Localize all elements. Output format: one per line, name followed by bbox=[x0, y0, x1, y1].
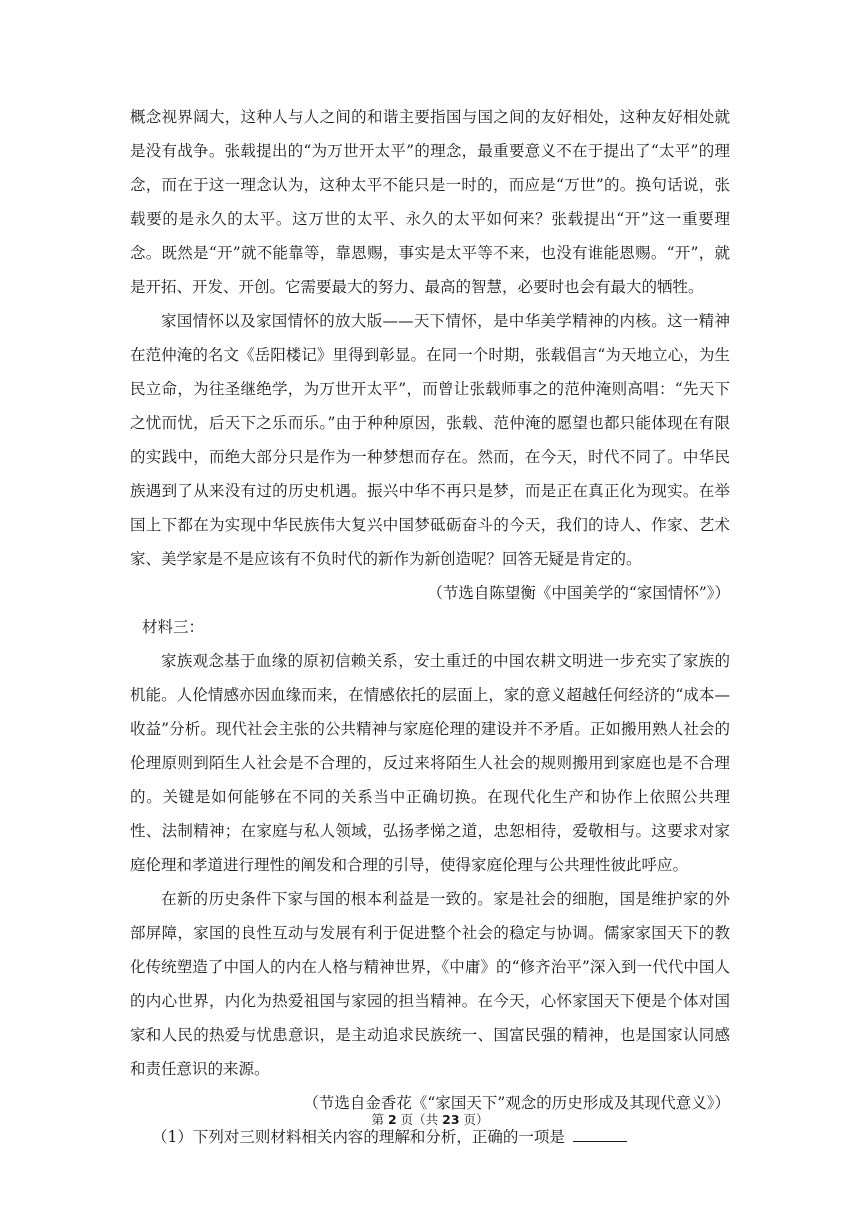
paragraph-continuation: 概念视界阔大，这种人与人之间的和谐主要指国与国之间的友好相处，这种友好相处就是没有战争。张载提出的“为万世开太平”的理念，最重要意义不在于提出了“太平”的理念，而在于这一理念认为，这种太平不能只是一时的，而应是“万世”的。换句话说，张载要的是永久的太平。这万世的太平、永久的太平如何来？张载提出“开”这一重要理念。既然是“开”就不能靠等，靠恩赐，事实是太平等不来，也没有谁能恩赐。“开”，就是开拓、开发、开创。它需要最大的努力、最高的智慧，必要时也会有最大的牺牲。 bbox=[130, 108, 730, 296]
paragraph-family-nation-feelings: 家国情怀以及家国情怀的放大版——天下情怀，是中华美学精神的内核。这一精神在范仲淹的名文《岳阳楼记》里得到彰显。在同一个时期，张载倡言“为天地立心，为生民立命，为往圣继绝学，为万世开太平”，而曾让张载师事之的范仲淹则高唱：“先天下之忧而忧，后天下之乐而乐。”由于种种原因，张载、范仲淹的愿望也都只能体现在有限的实践中，而绝大部分只是作为一种梦想而存在。然而，在今天，时代不同了。中华民族遇到了从来没有过的历史机遇。振兴中华不再只是梦，而是正在真正化为现实。在举国上下都在为实现中华民族伟大复兴中国梦砥砺奋斗的今天，我们的诗人、作家、艺术家、美学家是不是应该有不负时代的新作为新创造呢？回答无疑是肯定的。 bbox=[130, 312, 730, 568]
footer-suffix: 页） bbox=[459, 1112, 489, 1127]
footer-middle: 页（共 bbox=[396, 1112, 443, 1127]
question-one-text: （1）下列对三则材料相关内容的理解和分析，正确的一项是 bbox=[152, 1128, 565, 1146]
footer-page-number: 2 bbox=[387, 1112, 397, 1127]
footer-prefix: 第 bbox=[371, 1112, 388, 1127]
footer-total-pages: 23 bbox=[442, 1112, 460, 1127]
material-three-label: 材料三： bbox=[142, 618, 205, 636]
source-citation-material-three: （节选自金香花《“家国天下”观念的历史形成及其现代意义》） bbox=[303, 1094, 730, 1112]
paragraph-family-concept: 家族观念基于血缘的原初信赖关系，安土重迁的中国农耕文明进一步充实了家族的机能。人伦情感亦因血缘而来，在情感依托的层面上，家的意义超越任何经济的“成本—收益”分析。现代社会主张的公共精神与家庭伦理的建设并不矛盾。正如搬用熟人社会的伦理原则到陌生人社会是不合理的，反过来将陌生人社会的规则搬用到家庭也是不合理的。关键是如何能够在不同的关系当中正确切换。在现代化生产和协作上依照公共理性、法制精神；在家庭与私人领域，弘扬孝悌之道，忠恕相待，爱敬相与。这要求对家庭伦理和孝道进行理性的阐发和合理的引导，使得家庭伦理与公共理性彼此呼应。 bbox=[130, 652, 730, 874]
page-footer bbox=[0, 1112, 860, 1128]
page-content bbox=[130, 100, 730, 1154]
source-citation-material-two: （节选自陈望衡《中国美学的“家国情怀”》） bbox=[427, 584, 730, 602]
paragraph-family-and-nation: 在新的历史条件下家与国的根本利益是一致的。家是社会的细胞，国是维护家的外部屏障，家国的良性互动与发展有利于促进整个社会的稳定与协调。儒家家国天下的教化传统塑造了中国人的内在人格与精神世界，《中庸》的“修齐治平”深入到一代代中国人的内心世界，内化为热爱祖国与家园的担当精神。在今天，心怀家国天下便是个体对国家和人民的热爱与忧患意识，是主动追求民族统一、国富民强的精神，也是国家认同感和责任意识的来源。 bbox=[130, 890, 730, 1078]
